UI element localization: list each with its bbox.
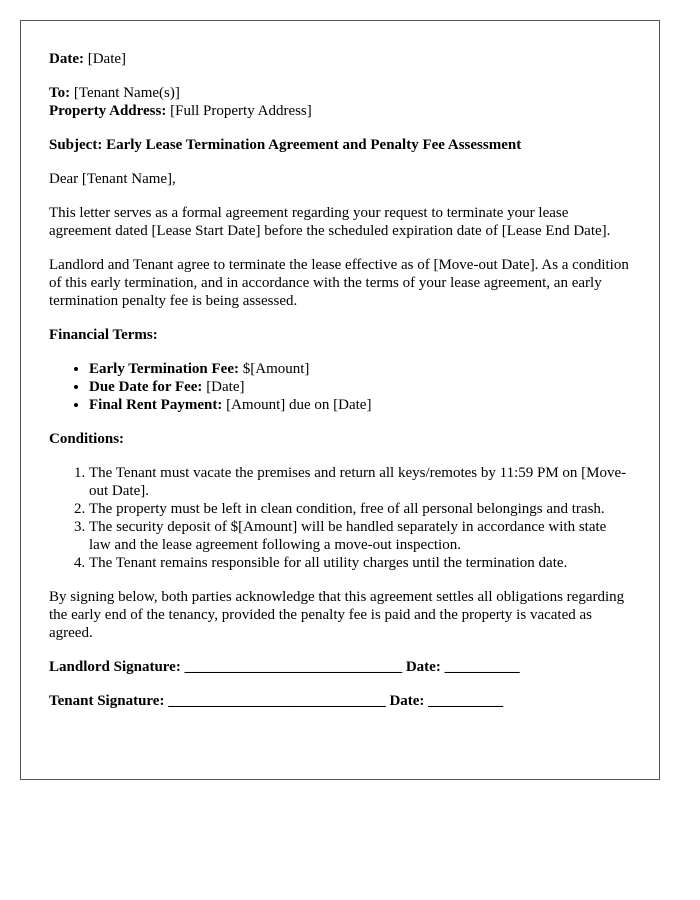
address-value: [Full Property Address] <box>166 103 312 119</box>
list-item: 1. The Tenant must vacate the premises and return all keys/remotes by 11:59 PM on [Move-out Date]. <box>89 464 631 500</box>
subject-line: Subject: Early Lease Termination Agreement and Penalty Fee Assessment <box>49 137 522 153</box>
to-label: To: <box>49 85 71 101</box>
list-item: 4. The Tenant remains responsible for all utility charges until the termination date. <box>89 554 631 572</box>
date-label: Date: <box>49 51 84 67</box>
agreement-paragraph: Landlord and Tenant agree to terminate the lease effective as of [Move-out Date]. As a condition of this early termination, and in accordance with the terms of your lease agreement, an early termination penalty fee is being assessed. <box>49 257 629 309</box>
list-item <box>89 378 631 396</box>
term-value: $[Amount] <box>239 361 310 377</box>
term-value: [Date] <box>202 379 245 395</box>
address-label: Property Address: <box>49 103 167 119</box>
address-line <box>49 102 631 120</box>
closing-paragraph: By signing below, both parties acknowledge that this agreement settles all obligations regarding the early end of the tenancy, provided the penalty fee is paid and the property is vacated as agreed. <box>49 589 625 641</box>
term-label: Due Date for Fee: <box>89 379 203 395</box>
date-value: [Date] <box>83 51 127 67</box>
term-label: Early Termination Fee: <box>89 361 239 377</box>
term-value: [Amount] due on [Date] <box>222 397 372 413</box>
financial-terms-heading: Financial Terms: <box>49 327 158 343</box>
to-line <box>49 84 631 102</box>
conditions-heading: Conditions: <box>49 431 125 447</box>
landlord-signature-line: Landlord Signature: _____________________________ Date: __________ <box>49 659 520 675</box>
financial-terms-list <box>49 360 631 414</box>
letter-page <box>20 20 660 780</box>
list-item <box>89 396 631 414</box>
list-item: 3. The security deposit of $[Amount] will be handled separately in accordance with state law and the lease agreement following a move-out inspection. <box>89 518 631 554</box>
intro-paragraph: This letter serves as a formal agreement regarding your request to terminate your lease agreement dated [Lease Start Date] before the scheduled expiration date of [Lease End Date]. <box>49 205 611 239</box>
tenant-signature-line: Tenant Signature: _____________________________ Date: __________ <box>49 693 504 709</box>
date-line <box>49 50 631 68</box>
list-item <box>89 360 631 378</box>
term-label: Final Rent Payment: <box>89 397 223 413</box>
to-value: [Tenant Name(s)] <box>70 85 180 101</box>
list-item: 2. The property must be left in clean condition, free of all personal belongings and trash. <box>89 500 631 518</box>
conditions-list <box>49 464 631 572</box>
salutation: Dear [Tenant Name], <box>49 171 176 187</box>
